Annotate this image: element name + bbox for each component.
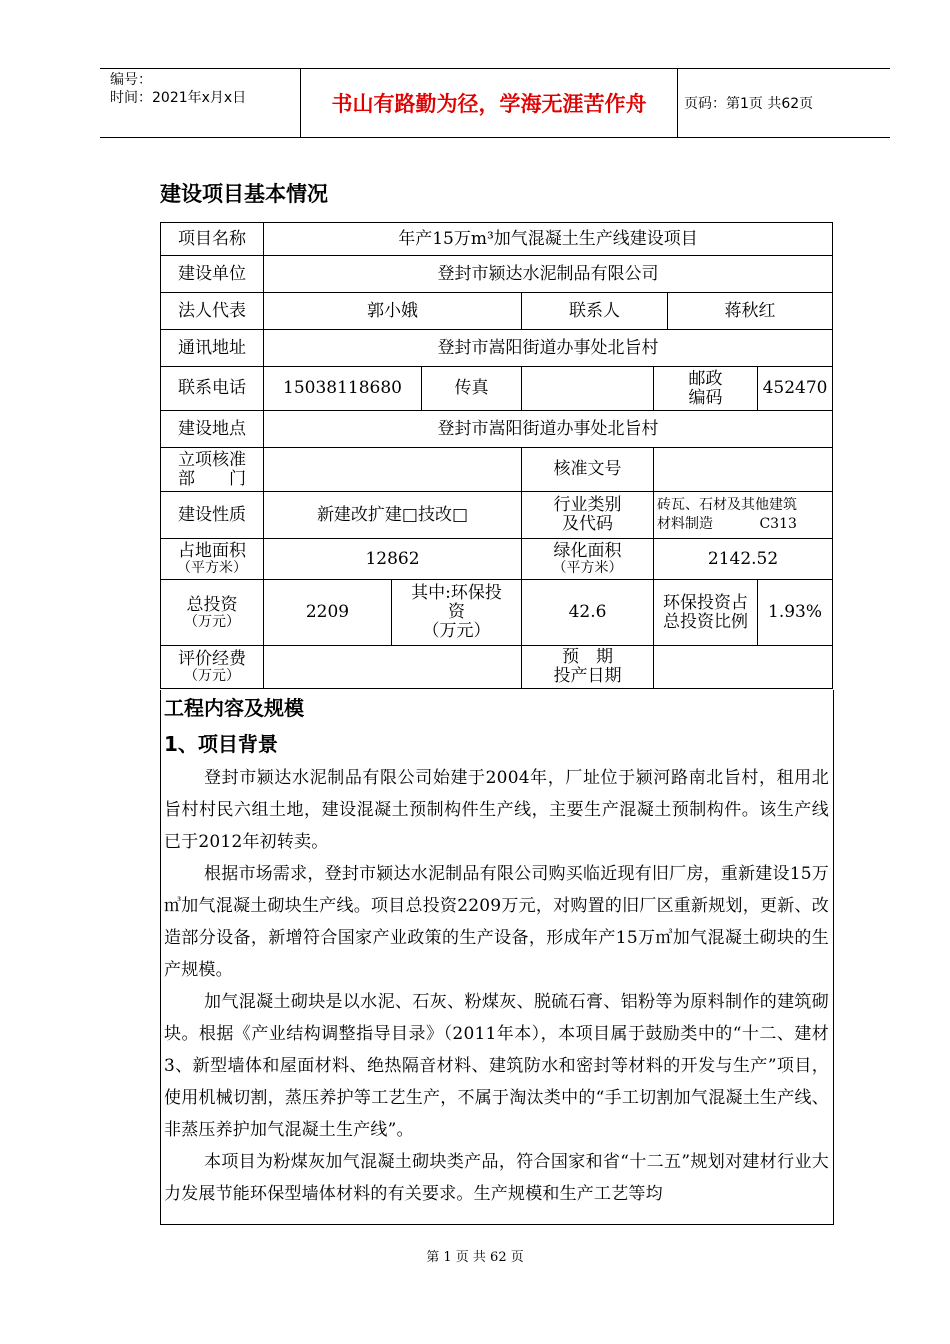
approval-no-value [654, 448, 833, 492]
project-content-section [160, 690, 847, 1225]
fax-label: 传真 [422, 367, 522, 411]
table-row [161, 580, 833, 646]
content-paragraph: 根据市场需求，登封市颍达水泥制品有限公司购买临近现有旧厂房，重新建设15万㎥加气混凝土砌块生产线。项目总投资2209万元，对购置的旧厂区重新规划，更新、改造部分设备，新增符合国家产业政策的生产设备，形成年产15万㎥加气混凝土砌块的生产规模。 [164, 864, 829, 980]
env-invest-label-line1: 其中:环保投 [411, 583, 502, 603]
env-ratio-label [654, 580, 758, 646]
table-row [161, 293, 833, 330]
green-label [522, 539, 654, 580]
eval-fee-unit: （万元） [184, 668, 240, 684]
industry-label-line2: 及代码 [562, 514, 613, 534]
contact-value: 蒋秋红 [668, 293, 833, 330]
approval-dept-label-line1: 立项核准 [178, 449, 246, 470]
eval-fee-value [264, 646, 522, 689]
contact-label: 联系人 [522, 293, 668, 330]
date-label: 时间：2021年x月x日 [110, 90, 247, 106]
site-value: 登封市嵩阳街道办事处北旨村 [264, 411, 833, 448]
invest-value: 2209 [264, 580, 392, 646]
env-invest-unit: （万元） [422, 621, 491, 641]
table-row [161, 411, 833, 448]
builder-value: 登封市颍达水泥制品有限公司 [264, 256, 833, 293]
legal-rep-value: 郭小娥 [264, 293, 522, 330]
table-row [161, 539, 833, 580]
area-value: 12862 [264, 539, 522, 580]
industry-value-line2: 材料制造 C313 [657, 516, 797, 532]
table-row [161, 256, 833, 293]
green-label-text: 绿化面积 [553, 541, 622, 561]
project-name-label: 项目名称 [161, 223, 264, 256]
address-label: 通讯地址 [161, 330, 264, 367]
page-footer: 第 1 页 共 62 页 [426, 1250, 524, 1265]
table-row [161, 367, 833, 411]
approval-dept-label-line2: 部 门 [178, 468, 246, 489]
industry-value [654, 492, 833, 539]
env-invest-label [392, 580, 522, 646]
project-name-value: 年产15万m³加气混凝土生产线建设项目 [264, 223, 833, 256]
green-unit: （平方米） [552, 560, 623, 576]
postcode-value: 452470 [758, 367, 833, 411]
table-row [161, 492, 833, 539]
address-value: 登封市嵩阳街道办事处北旨村 [264, 330, 833, 367]
table-row [161, 448, 833, 492]
approval-no-label: 核准文号 [522, 448, 654, 492]
content-paragraph: 本项目为粉煤灰加气混凝土砌块类产品，符合国家和省“十二五”规划对建材行业大力发展节能环保型墙体材料的有关要求。生产规模和生产工艺等均 [164, 1152, 829, 1204]
page-header [100, 68, 890, 138]
invest-label-text: 总投资 [186, 594, 238, 615]
postcode-label [654, 367, 758, 411]
invest-unit: （万元） [184, 613, 240, 630]
header-meta [100, 69, 300, 139]
green-value: 2142.52 [654, 539, 833, 580]
invest-label [161, 580, 264, 646]
eval-fee-label [161, 646, 264, 689]
env-ratio-label-line1: 环保投资占 [663, 592, 748, 613]
env-invest-label-line2: 资 [448, 602, 465, 622]
section-title: 建设项目基本情况 [160, 182, 328, 206]
env-ratio-label-line2: 总投资比例 [663, 611, 748, 632]
eval-fee-label-text: 评价经费 [178, 649, 246, 669]
area-label-text: 占地面积 [178, 541, 246, 561]
header-motto: 书山有路勤为径，学海无涯苦作舟 [300, 69, 678, 137]
content-subheading: 1、项目背景 [164, 732, 278, 756]
industry-label [522, 492, 654, 539]
env-ratio-value: 1.93% [758, 580, 833, 646]
expected-date-label-line2: 投产日期 [553, 666, 622, 686]
table-row [161, 330, 833, 367]
fax-value [522, 367, 654, 411]
phone-label: 联系电话 [161, 367, 264, 411]
postcode-label-line1: 邮政 [688, 368, 723, 389]
area-label [161, 539, 264, 580]
project-info-table [160, 222, 833, 689]
postcode-label-line2: 编码 [688, 387, 723, 408]
expected-date-label-line1: 预 期 [562, 647, 613, 667]
site-label: 建设地点 [161, 411, 264, 448]
table-row [161, 223, 833, 256]
industry-label-line1: 行业类别 [553, 495, 622, 515]
table-row [161, 646, 833, 689]
expected-date-value [654, 646, 833, 689]
number-label: 编号： [110, 72, 152, 88]
nature-value: 新建改扩建□技改□ [264, 492, 522, 539]
legal-rep-label: 法人代表 [161, 293, 264, 330]
content-paragraph: 加气混凝土砌块是以水泥、石灰、粉煤灰、脱硫石膏、铝粉等为原料制作的建筑砌块。根据《产业结构调整指导目录》（2011年本），本项目属于鼓励类中的“十二、建材 3、新型墙体和屋面材料、绝热隔音材料、建筑防水和密封等材料的开发与生产”项目，使用机械切割，蒸压养护等工艺生产，不属于淘汰类中的“手工切割加气混凝土生产线、非蒸压养护加气混凝土生产线”。 [164, 992, 847, 1140]
content-heading: 工程内容及规模 [164, 696, 304, 720]
area-unit: （平方米） [177, 560, 247, 576]
approval-dept-value [264, 448, 522, 492]
header-page-info: 页码：第1页 共62页 [684, 96, 814, 112]
env-invest-value: 42.6 [522, 580, 654, 646]
content-paragraph: 登封市颍达水泥制品有限公司始建于2004年，厂址位于颍河路南北旨村，租用北旨村村民六组土地，建设混凝土预制构件生产线，主要生产混凝土预制构件。该生产线已于2012年初转卖。 [164, 768, 829, 852]
expected-date-label [522, 646, 654, 689]
phone-value: 15038118680 [264, 367, 422, 411]
builder-label: 建设单位 [161, 256, 264, 293]
approval-dept-label [161, 448, 264, 492]
industry-value-line1: 砖瓦、石材及其他建筑 [657, 497, 797, 513]
nature-label: 建设性质 [161, 492, 264, 539]
